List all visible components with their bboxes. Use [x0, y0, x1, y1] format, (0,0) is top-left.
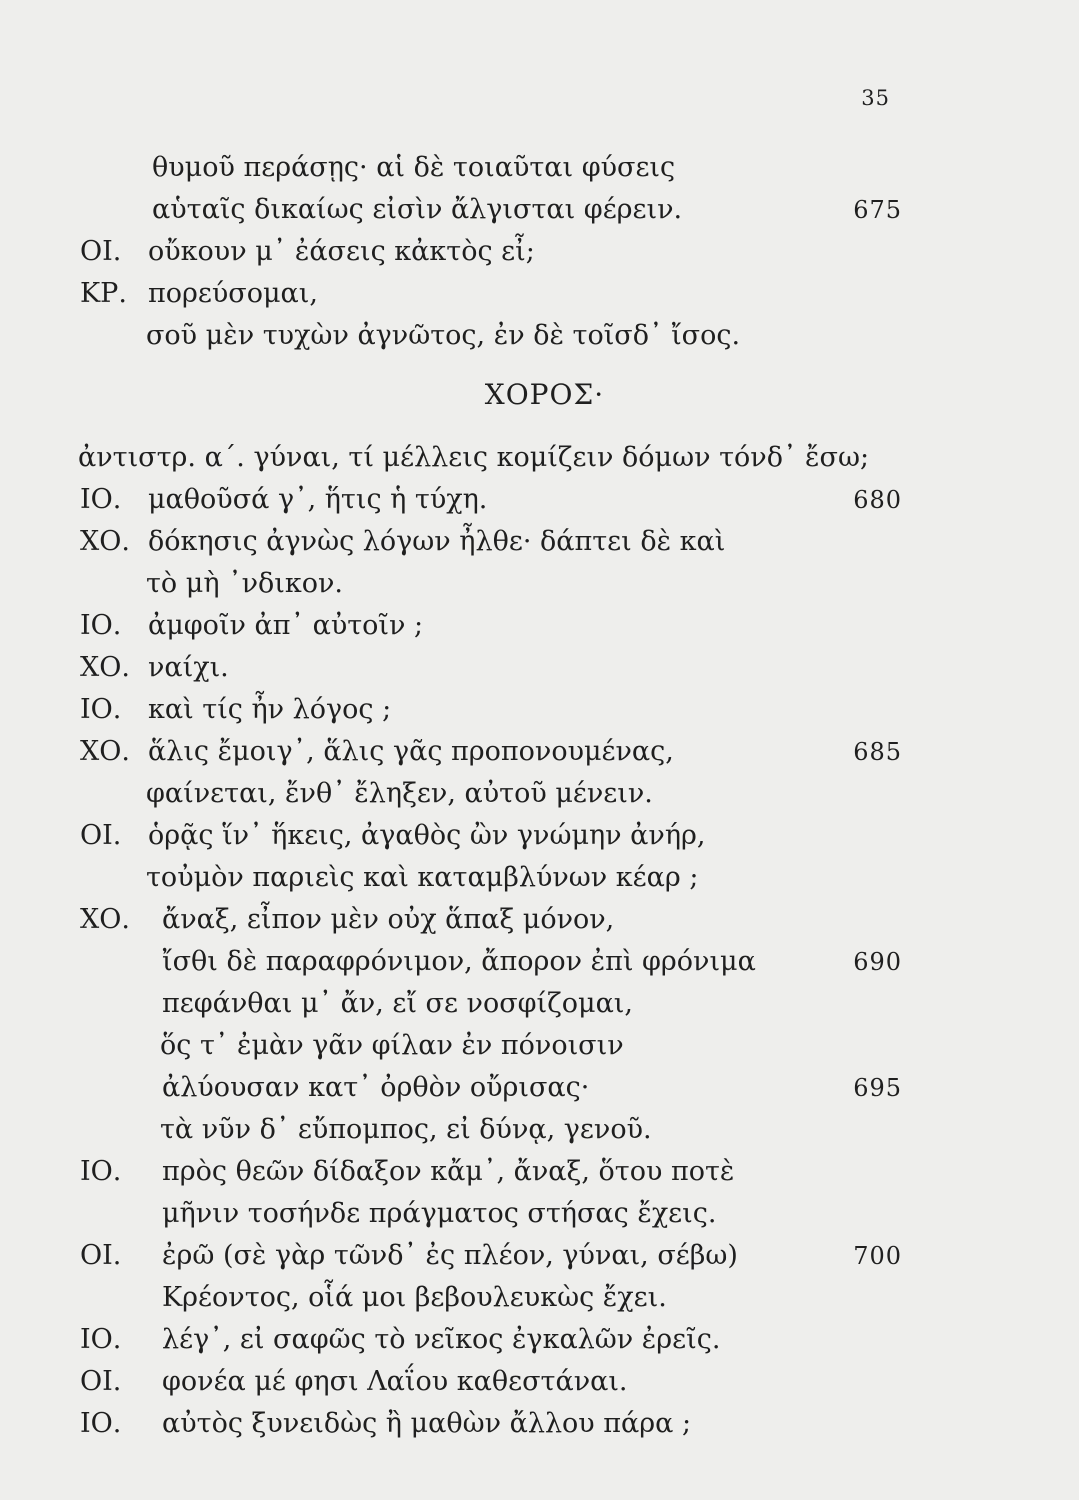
verse-line: [0, 483, 1079, 517]
verse-line: [0, 1281, 1079, 1315]
verse-line: [0, 277, 1079, 311]
verse-text: αὑταῖς δικαίως εἰσὶν ἄλγισται φέρειν.: [152, 194, 683, 225]
heading-text: ΧΟΡΟΣ·: [484, 378, 605, 411]
verse-text: ἀμφοῖν ἀπ᾽ αὐτοῖν ;: [148, 610, 424, 641]
speaker-label: ΙΟ.: [80, 610, 122, 641]
verse-text: φαίνεται, ἔνθ᾽ ἔληξεν, αὐτοῦ μένειν.: [146, 778, 653, 809]
speaker-label: ΧΟ.: [80, 652, 130, 683]
verse-line: [0, 193, 1079, 227]
verse-text: ἀντιστρ. α΄. γύναι, τί μέλλεις κομίζειν δόμων τόνδ᾽ ἔσω;: [78, 442, 870, 473]
verse-line: [0, 441, 1079, 475]
verse-text: καὶ τίς ἦν λόγος ;: [148, 694, 392, 725]
line-number: 700: [853, 1242, 902, 1270]
verse-line: [0, 693, 1079, 727]
verse-line: [0, 1407, 1079, 1441]
speaker-label: ΧΟ.: [80, 904, 130, 935]
verse-line: [0, 1197, 1079, 1231]
verse-line: [0, 861, 1079, 895]
verse-text: τὰ νῦν δ᾽ εὔπομπος, εἰ δύνᾳ, γενοῦ.: [160, 1114, 652, 1145]
verse-text: ἀλύουσαν κατ᾽ ὀρθὸν οὔρισας·: [162, 1072, 590, 1103]
line-number: 680: [853, 486, 902, 514]
verse-line: [0, 651, 1079, 685]
verse-line: [0, 235, 1079, 269]
verse-text: πεφάνθαι μ᾽ ἄν, εἴ σε νοσφίζομαι,: [162, 988, 633, 1019]
speaker-label: ΟΙ.: [80, 236, 122, 267]
speaker-label: ΙΟ.: [80, 1408, 122, 1439]
verse-text: σοῦ μὲν τυχὼν ἀγνῶτος, ἐν δὲ τοῖσδ᾽ ἴσος.: [146, 320, 741, 351]
section-heading: [0, 378, 1079, 412]
verse-text: μῆνιν τοσήνδε πράγματος στήσας ἔχεις.: [162, 1198, 717, 1229]
verse-line: [0, 735, 1079, 769]
verse-text: θυμοῦ περάσῃς· αἱ δὲ τοιαῦται φύσεις: [152, 152, 676, 183]
verse-line: [0, 819, 1079, 853]
verse-text: ὅς τ᾽ ἐμὰν γᾶν φίλαν ἐν πόνοισιν: [160, 1030, 624, 1061]
verse-line: [0, 1029, 1079, 1063]
verse-line: [0, 1113, 1079, 1147]
verse-line: [0, 319, 1079, 353]
line-number: 675: [853, 196, 902, 224]
verse-text: Κρέοντος, οἷά μοι βεβουλευκὼς ἔχει.: [162, 1282, 667, 1313]
verse-line: [0, 1323, 1079, 1357]
speaker-label: ΟΙ.: [80, 1240, 122, 1271]
verse-text: δόκησις ἀγνὼς λόγων ἦλθε· δάπτει δὲ καὶ: [148, 526, 726, 557]
speaker-label: ΙΟ.: [80, 1324, 122, 1355]
verse-text: πρὸς θεῶν δίδαξον κἄμ᾽, ἄναξ, ὅτου ποτὲ: [162, 1156, 735, 1187]
verse-line: [0, 1239, 1079, 1273]
verse-line: [0, 987, 1079, 1021]
verse-text: ἄναξ, εἶπον μὲν οὐχ ἅπαξ μόνον,: [162, 904, 615, 935]
verse-text: ναίχι.: [148, 652, 229, 683]
verse-text: τὸ μὴ ᾽νδικον.: [146, 568, 343, 599]
verse-line: [0, 777, 1079, 811]
verse-text: πορεύσομαι,: [148, 278, 318, 309]
verse-line: [0, 903, 1079, 937]
verse-text: λέγ᾽, εἰ σαφῶς τὸ νεῖκος ἐγκαλῶν ἐρεῖς.: [162, 1324, 721, 1355]
page-number: 35: [861, 86, 890, 110]
verse-text: αὐτὸς ξυνειδὼς ἢ μαθὼν ἄλλου πάρα ;: [162, 1408, 692, 1439]
verse-line: [0, 945, 1079, 979]
speaker-label: ΚΡ.: [80, 278, 127, 309]
verse-line: [0, 609, 1079, 643]
verse-line: [0, 1365, 1079, 1399]
verse-line: [0, 525, 1079, 559]
verse-line: [0, 1155, 1079, 1189]
line-number: 695: [853, 1074, 902, 1102]
verse-line: [0, 567, 1079, 601]
verse-line: [0, 151, 1079, 185]
verse-text: οὔκουν μ᾽ ἐάσεις κἀκτὸς εἶ;: [148, 236, 535, 267]
verse-text: ἐρῶ (σὲ γὰρ τῶνδ᾽ ἐς πλέον, γύναι, σέβω): [162, 1240, 738, 1271]
speaker-label: ΧΟ.: [80, 736, 130, 767]
verse-text: φονέα μέ φησι Λαΐου καθεστάναι.: [162, 1366, 628, 1397]
verse-text: ἴσθι δὲ παραφρόνιμον, ἄπορον ἐπὶ φρόνιμα: [162, 946, 756, 977]
verse-text: ὁρᾷς ἵν᾽ ἥκεις, ἀγαθὸς ὢν γνώμην ἀνήρ,: [148, 820, 706, 851]
verse-line: [0, 1071, 1079, 1105]
speaker-label: ΟΙ.: [80, 820, 122, 851]
speaker-label: ΟΙ.: [80, 1366, 122, 1397]
speaker-label: ΧΟ.: [80, 526, 130, 557]
verse-text: τοὐμὸν παριεὶς καὶ καταμβλύνων κέαρ ;: [146, 862, 699, 893]
verse-text: ἅλις ἔμοιγ᾽, ἅλις γᾶς προπονουμένας,: [148, 736, 674, 767]
line-number: 685: [853, 738, 902, 766]
speaker-label: ΙΟ.: [80, 484, 122, 515]
speaker-label: ΙΟ.: [80, 694, 122, 725]
speaker-label: ΙΟ.: [80, 1156, 122, 1187]
verse-text: μαθοῦσά γ᾽, ἥτις ἡ τύχη.: [148, 484, 488, 515]
line-number: 690: [853, 948, 902, 976]
